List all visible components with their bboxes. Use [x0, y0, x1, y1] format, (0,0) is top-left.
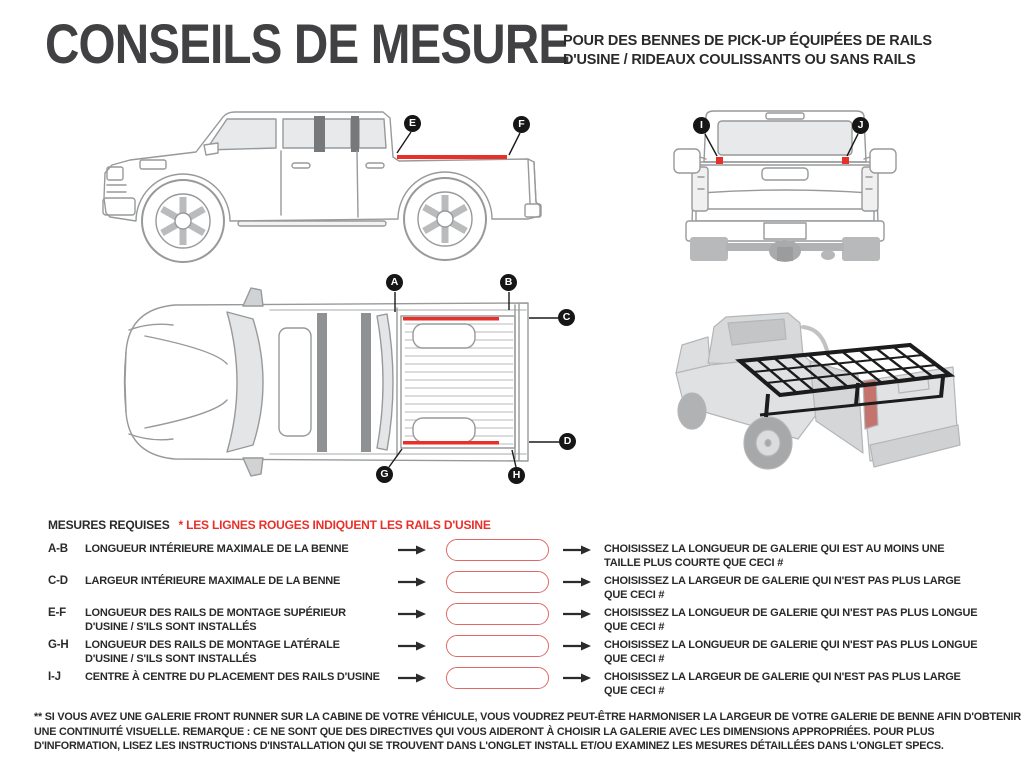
wheel-rear — [404, 178, 486, 260]
truck-top-view-illustration — [115, 272, 590, 494]
instruction-line2: QUE CECI # — [604, 620, 665, 633]
measurement-label: LARGEUR INTÉRIEURE MAXIMALE DE LA BENNE — [85, 575, 341, 587]
subtitle-line2: D'USINE / RIDEAUX COULISSANTS OU SANS RAILS — [563, 52, 916, 68]
measurement-input[interactable] — [446, 603, 549, 625]
instruction: CHOISISSEZ LA LARGEUR DE GALERIE QUI N'EST PAS PLUS LARGE — [604, 575, 961, 587]
red-lines-legend-note: * LES LIGNES ROUGES INDIQUENT LES RAILS D'USINE — [178, 518, 491, 532]
measurement-input[interactable] — [446, 667, 549, 689]
subtitle-line1: POUR DES BENNES DE PICK-UP ÉQUIPÉES DE RAILS — [563, 33, 932, 49]
page-subtitle — [563, 32, 932, 70]
arrow-right-icon — [563, 609, 591, 619]
instruction: CHOISISSEZ LA LONGUEUR DE GALERIE QUI N'EST PAS PLUS LONGUE — [604, 639, 978, 651]
instruction-line2: QUE CECI # — [604, 652, 665, 665]
measurement-code: I-J — [48, 671, 61, 683]
arrow-right-icon — [563, 577, 591, 587]
measurement-row-ij — [48, 671, 1008, 698]
measurement-label-line2: D'USINE / S'ILS SONT INSTALLÉS — [85, 620, 257, 633]
measurement-code: C-D — [48, 575, 68, 587]
marker-e: E — [404, 115, 421, 132]
measurement-label-line2: D'USINE / S'ILS SONT INSTALLÉS — [85, 652, 257, 665]
measurement-input[interactable] — [446, 635, 549, 657]
instruction: CHOISISSEZ LA LONGUEUR DE GALERIE QUI N'EST PAS PLUS LONGUE — [604, 607, 978, 619]
measurement-label: CENTRE À CENTRE DU PLACEMENT DES RAILS D'USINE — [85, 671, 380, 683]
instruction-line2: QUE CECI # — [604, 588, 665, 601]
marker-d: D — [559, 433, 576, 450]
factory-rail-red-line-EF — [397, 155, 507, 159]
measurement-label: LONGUEUR DES RAILS DE MONTAGE SUPÉRIEUR — [85, 607, 346, 619]
measurement-row-ef — [48, 607, 1008, 634]
arrow-right-icon — [563, 641, 591, 651]
arrow-right-icon — [563, 673, 591, 683]
instruction: CHOISISSEZ LA LARGEUR DE GALERIE QUI N'EST PAS PLUS LARGE — [604, 671, 961, 683]
marker-j: J — [852, 117, 869, 134]
factory-rail-red-line-top — [403, 317, 499, 321]
arrow-right-icon — [398, 641, 426, 651]
arrow-right-icon — [398, 545, 426, 555]
measurement-code: E-F — [48, 607, 66, 619]
measurements-header — [48, 518, 491, 532]
instruction: CHOISISSEZ LA LONGUEUR DE GALERIE QUI EST AU MOINS UNE — [604, 543, 945, 555]
factory-rail-red-line-bottom — [403, 441, 499, 445]
measurement-label: LONGUEUR INTÉRIEURE MAXIMALE DE LA BENNE — [85, 543, 349, 555]
truck-side-view-illustration — [100, 103, 545, 265]
wheel-front — [142, 180, 224, 262]
factory-rail-red-mark-I — [716, 157, 723, 164]
instruction-line2: TAILLE PLUS COURTE QUE CECI # — [604, 556, 784, 569]
marker-g: G — [376, 466, 393, 483]
arrow-right-icon — [563, 545, 591, 555]
truck-3d-rack-illustration — [648, 293, 970, 498]
measurement-row-ab — [48, 543, 1008, 570]
marker-i: I — [693, 117, 710, 134]
marker-f: F — [513, 116, 530, 133]
measurement-input[interactable] — [446, 571, 549, 593]
page-title: CONSEILS DE MESURE — [45, 12, 570, 75]
marker-a: A — [386, 274, 403, 291]
measurement-row-cd — [48, 575, 1008, 602]
measurement-row-gh — [48, 639, 1008, 666]
factory-rail-red-mark-J — [842, 157, 849, 164]
instruction-line2: QUE CECI # — [604, 684, 665, 697]
arrow-right-icon — [398, 577, 426, 587]
measurement-code: A-B — [48, 543, 68, 555]
marker-c: C — [558, 309, 575, 326]
marker-b: B — [500, 274, 517, 291]
section-title: MESURES REQUISES — [48, 518, 170, 532]
marker-h: H — [508, 467, 525, 484]
footer-note: ** SI VOUS AVEZ UNE GALERIE FRONT RUNNER SUR LA CABINE DE VOTRE VÉHICULE, VOUS VOUDREZ PEUT-ÊTRE HARMONISER LA LARGEUR DE VOTRE GALERIE DE BENNE AFIN D'OBTENIR UNE CONTINUITÉ VISUELLE. REMARQUE : CE NE SONT QUE DES DIRECTIVES QUI VOUS AIDERONT À CHOISIR LA GALERIE AVEC LES DIMENSIONS APPROPRIÉES. POUR PLUS D'INFORMATION, LISEZ LES INSTRUCTIONS D'INSTALLATION QUI SE TROUVENT DANS L'ONGLET INSTALL ET/OU EXAMINEZ LES MESURES DÉTAILLÉES DANS L'ONGLET SPECS. — [34, 711, 1021, 752]
arrow-right-icon — [398, 673, 426, 683]
marker-leader-lines — [397, 132, 520, 155]
arrow-right-icon — [398, 609, 426, 619]
measurement-input[interactable] — [446, 539, 549, 561]
measurement-label: LONGUEUR DES RAILS DE MONTAGE LATÉRALE — [85, 639, 340, 651]
measurement-code: G-H — [48, 639, 69, 651]
measurement-table — [48, 543, 1008, 703]
